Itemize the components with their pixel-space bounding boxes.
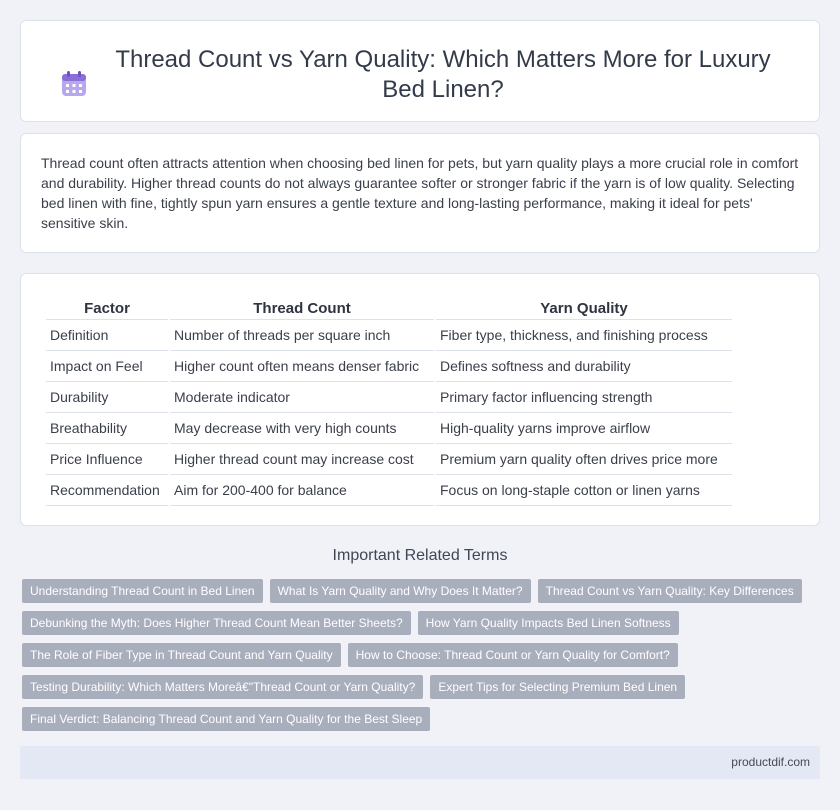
page-title: Thread Count vs Yarn Quality: Which Matters More for Luxury Bed Linen? xyxy=(115,46,771,103)
related-term-link[interactable]: Thread Count vs Yarn Quality: Key Differences xyxy=(538,579,802,603)
related-term-link[interactable]: What Is Yarn Quality and Why Does It Matter? xyxy=(270,579,531,603)
related-term-link[interactable]: Debunking the Myth: Does Higher Thread Count Mean Better Sheets? xyxy=(22,611,411,635)
table-cell: Price Influence xyxy=(46,444,168,475)
footer-site-name[interactable]: productdif.com xyxy=(731,755,810,769)
header-thread-count: Thread Count xyxy=(170,294,434,320)
related-term-link[interactable]: Understanding Thread Count in Bed Linen xyxy=(22,579,263,603)
comparison-table-card xyxy=(20,273,820,526)
table-cell: Number of threads per square inch xyxy=(170,320,434,351)
related-term-link[interactable]: How to Choose: Thread Count or Yarn Quality for Comfort? xyxy=(348,643,678,667)
calendar-icon xyxy=(61,71,87,97)
table-cell: Higher thread count may increase cost xyxy=(170,444,434,475)
related-term-link[interactable]: Expert Tips for Selecting Premium Bed Linen xyxy=(430,675,685,699)
table-cell: Breathability xyxy=(46,413,168,444)
table-cell: Definition xyxy=(46,320,168,351)
table-row xyxy=(46,382,732,413)
related-terms-title: Important Related Terms xyxy=(332,547,508,564)
table-cell: Recommendation xyxy=(46,475,168,506)
table-cell: Aim for 200-400 for balance xyxy=(170,475,434,506)
header-factor: Factor xyxy=(46,294,168,320)
table-cell: Defines softness and durability xyxy=(436,351,732,382)
related-terms-list xyxy=(22,579,812,739)
intro-card xyxy=(20,133,820,253)
table-row xyxy=(46,351,732,382)
intro-paragraph: Thread count often attracts attention when choosing bed linen for pets, but yarn quality plays a more crucial role in comfort and durability. Higher thread counts do not always guarantee softer or stronger fabric if the yarn is of low quality. Selecting bed linen with fine, tightly spun yarn ensures a gentle texture and long-lasting performance, making it ideal for pets' sensitive skin. xyxy=(41,155,799,231)
table-row xyxy=(46,444,732,475)
table-cell: Higher count often means denser fabric xyxy=(170,351,434,382)
table-cell: High-quality yarns improve airflow xyxy=(436,413,732,444)
header-yarn-quality: Yarn Quality xyxy=(436,294,732,320)
header-card xyxy=(20,20,820,122)
related-term-link[interactable]: Final Verdict: Balancing Thread Count and Yarn Quality for the Best Sleep xyxy=(22,707,430,731)
related-term-link[interactable]: How Yarn Quality Impacts Bed Linen Softness xyxy=(418,611,679,635)
table-row xyxy=(46,320,732,351)
table-row xyxy=(46,475,732,506)
table-cell: May decrease with very high counts xyxy=(170,413,434,444)
table-cell: Fiber type, thickness, and finishing process xyxy=(436,320,732,351)
table-cell: Premium yarn quality often drives price more xyxy=(436,444,732,475)
table-header-row xyxy=(46,294,732,320)
footer xyxy=(20,746,820,779)
related-term-link[interactable]: The Role of Fiber Type in Thread Count and Yarn Quality xyxy=(22,643,341,667)
table-cell: Impact on Feel xyxy=(46,351,168,382)
table-row xyxy=(46,413,732,444)
table-cell: Moderate indicator xyxy=(170,382,434,413)
table-cell: Durability xyxy=(46,382,168,413)
table-cell: Primary factor influencing strength xyxy=(436,382,732,413)
table-cell: Focus on long-staple cotton or linen yarns xyxy=(436,475,732,506)
comparison-table xyxy=(44,294,734,506)
related-term-link[interactable]: Testing Durability: Which Matters Moreâ€"Thread Count or Yarn Quality? xyxy=(22,675,423,699)
